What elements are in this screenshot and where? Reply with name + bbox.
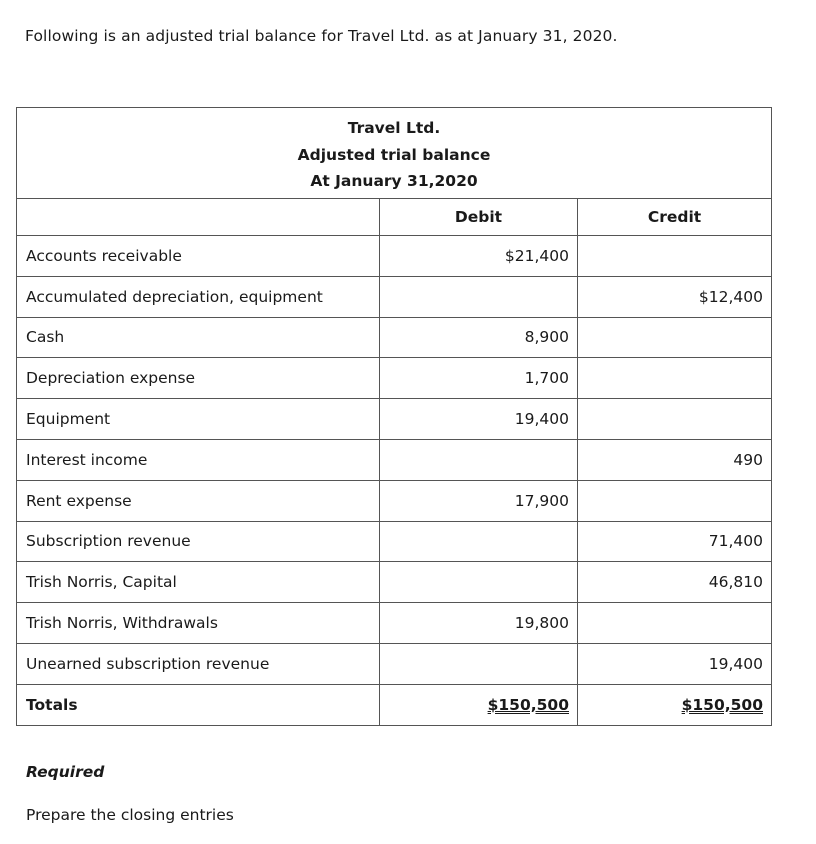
statement-title: Adjusted trial balance [297, 145, 491, 164]
account-name: Cash [17, 317, 380, 358]
debit-amount: 17,900 [380, 480, 578, 521]
table-row [17, 480, 772, 521]
debit-amount [380, 276, 578, 317]
account-name: Interest income [17, 439, 380, 480]
account-name: Subscription revenue [17, 521, 380, 562]
account-name: Accumulated depreciation, equipment [17, 276, 380, 317]
required-heading: Required [26, 763, 105, 781]
account-name: Equipment [17, 399, 380, 440]
statement-date: At January 31,2020 [310, 172, 478, 190]
credit-total [578, 684, 772, 725]
table-row [17, 643, 772, 684]
debit-amount: 8,900 [380, 317, 578, 358]
debit-amount [380, 439, 578, 480]
debit-total [380, 684, 578, 725]
credit-amount: 46,810 [578, 562, 772, 603]
intro-text: Following is an adjusted trial balance for Travel Ltd. as at January 31, 2020. [25, 27, 618, 45]
debit-amount: $21,400 [380, 236, 578, 277]
account-name: Depreciation expense [17, 358, 380, 399]
credit-amount [578, 358, 772, 399]
table-row [17, 521, 772, 562]
debit-amount: 19,400 [380, 399, 578, 440]
debit-amount [380, 643, 578, 684]
debit-amount: 1,700 [380, 358, 578, 399]
account-name: Rent expense [17, 480, 380, 521]
totals-row [17, 684, 772, 725]
account-name: Trish Norris, Withdrawals [17, 603, 380, 644]
account-name: Accounts receivable [17, 236, 380, 277]
credit-amount [578, 480, 772, 521]
debit-amount [380, 562, 578, 603]
credit-amount: $12,400 [578, 276, 772, 317]
table-row [17, 236, 772, 277]
credit-amount [578, 236, 772, 277]
credit-column-header: Credit [578, 199, 772, 236]
statement-header [17, 108, 772, 199]
account-column-header [17, 199, 380, 236]
debit-column-header: Debit [380, 199, 578, 236]
table-row [17, 603, 772, 644]
totals-label: Totals [17, 684, 380, 725]
table-row [17, 276, 772, 317]
credit-amount: 19,400 [578, 643, 772, 684]
table-row [17, 317, 772, 358]
table-row [17, 358, 772, 399]
table-row [17, 562, 772, 603]
credit-total-value: $150,500 [681, 695, 763, 714]
debit-total-value: $150,500 [487, 695, 569, 714]
debit-amount: 19,800 [380, 603, 578, 644]
table-row [17, 439, 772, 480]
credit-amount: 490 [578, 439, 772, 480]
account-name: Unearned subscription revenue [17, 643, 380, 684]
credit-amount: 71,400 [578, 521, 772, 562]
column-header-row [17, 199, 772, 236]
credit-amount [578, 317, 772, 358]
account-name: Trish Norris, Capital [17, 562, 380, 603]
credit-amount [578, 603, 772, 644]
table-row [17, 399, 772, 440]
credit-amount [578, 399, 772, 440]
instruction-text: Prepare the closing entries [26, 806, 234, 824]
trial-balance-table [16, 107, 772, 726]
company-name: Travel Ltd. [347, 119, 441, 137]
statement-header-row [17, 108, 772, 199]
debit-amount [380, 521, 578, 562]
